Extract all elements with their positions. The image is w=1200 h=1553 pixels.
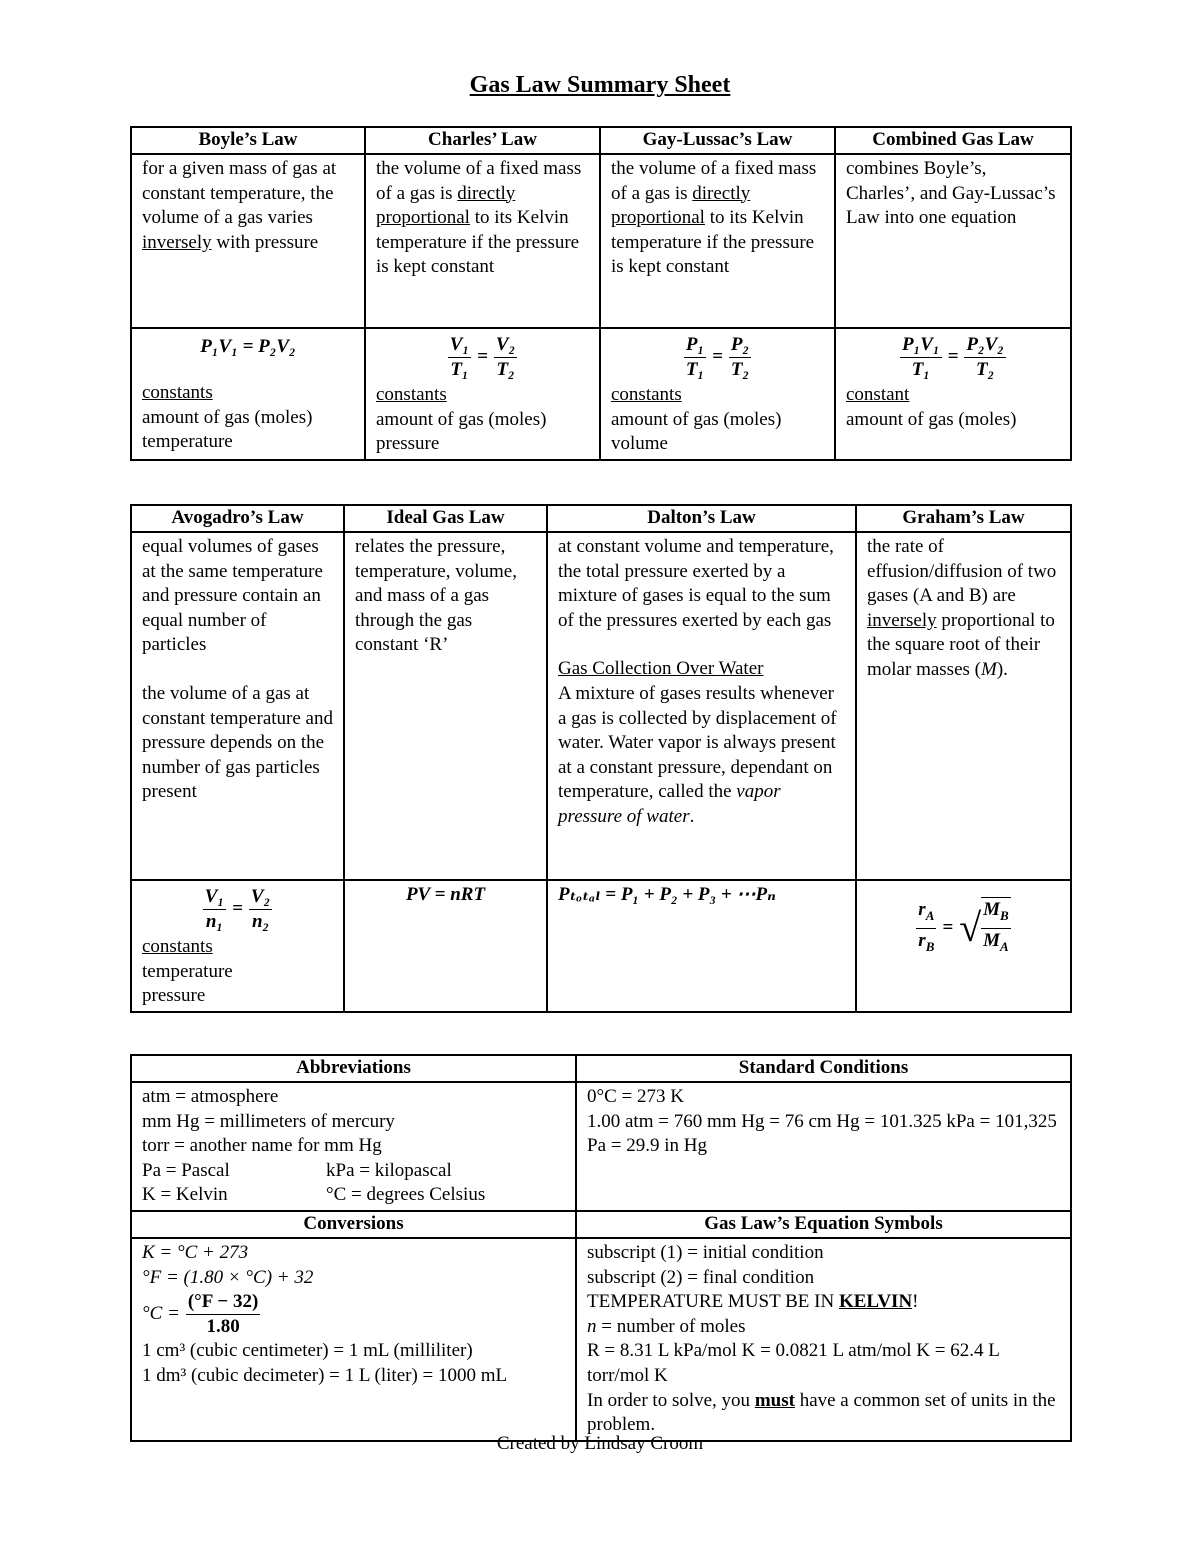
constant-item: temperature [142,431,233,453]
header-abbreviations: Abbreviations [131,1055,576,1082]
symbol-item: n = number of moles [587,1315,746,1337]
avogadro-description: equal volumes of gases at the same temperature and pressure contain an equal number of particles the volume of a gas at constant temperature and pressure depends on the number of gas particles present [131,532,344,880]
gay-lussac-description: the volume of a fixed mass of a gas is directly proportional to its Kelvin temperature if the pressure is kept constant [600,154,835,328]
constants-label: constants [611,384,682,405]
avogadro-equation-cell [131,880,344,1012]
constant-item: amount of gas (moles) [846,408,1017,430]
gas-laws-table-2 [130,504,1072,1013]
boyles-description: for a given mass of gas at constant temperature, the volume of a gas varies inversely with pressure [131,154,365,328]
gas-collection-title: Gas Collection Over Water [558,658,764,680]
combined-equation-cell [835,328,1071,460]
conversion-dm3: 1 dm³ (cubic decimeter) = 1 L (liter) = 1000 mL [142,1364,508,1386]
charles-description: the volume of a fixed mass of a gas is directly proportional to its Kelvin temperature if the pressure is kept constant [365,154,600,328]
dalton-description: at constant volume and temperature, the total pressure exerted by a mixture of gases is equal to the sum of the pressures exerted by each gas Gas Collection Over Water A mixture of gases results whenever a gas is collected by displacement of water. Water vapor is always present at a constant pressure, dependant on temperature, called the vapor pressure of water. [547,532,856,880]
abbreviation-item: °C = degrees Celsius [326,1184,486,1206]
abbreviation-item: mm Hg = millimeters of mercury [142,1110,395,1132]
symbol-item: subscript (2) = final condition [587,1266,815,1288]
header-gay-lussacs-law: Gay-Lussac’s Law [600,127,835,154]
equation-symbols-cell [576,1238,1071,1441]
header-standard-conditions: Standard Conditions [576,1055,1071,1082]
conversions-cell [131,1238,576,1441]
constant-item: volume [611,433,668,455]
symbol-item: subscript (1) = initial condition [587,1241,824,1263]
constant-item: pressure [142,985,206,1007]
header-charles-law: Charles’ Law [365,127,600,154]
constant-item: amount of gas (moles) [376,408,547,430]
header-ideal-gas-law: Ideal Gas Law [344,505,547,532]
avogadro-equation: $\frac{\text{V₁}}{\text{n₁}}$ = $\frac{\text{V₂}}{\text{n₂}}$ [204,885,271,932]
kelvin-warning: TEMPERATURE MUST BE IN KELVIN! [587,1291,919,1313]
constants-label: constants [142,936,213,957]
reference-table [130,1054,1072,1442]
header-avogadros-law: Avogadro’s Law [131,505,344,532]
constant-item: amount of gas (moles) [142,406,313,428]
solve-note: In order to solve, you must have a common set of units in the problem. [587,1389,1056,1436]
header-boyles-law: Boyle’s Law [131,127,365,154]
boyles-equation-cell [131,328,365,460]
constant-label: constant [846,384,910,405]
constant-item: temperature [142,960,233,982]
gay-lussac-equation: $\frac{\text{P₁}}{\text{T₁}}$ = $\frac{\text{P₂}}{\text{T₂}}$ [685,333,750,380]
header-equation-symbols: Gas Law’s Equation Symbols [576,1211,1071,1238]
abbreviations-cell [131,1082,576,1211]
abbreviation-item: kPa = kilopascal [326,1159,452,1181]
boyles-equation: P₁V₁ = P₂V₂ [200,336,296,357]
header-grahams-law: Graham’s Law [856,505,1071,532]
standard-condition-item: 1.00 atm = 760 mm Hg = 76 cm Hg = 101.325 kPa = 101,325 Pa = 29.9 in Hg [587,1110,1057,1157]
dalton-equation-cell [547,880,856,1012]
abbreviation-item: K = Kelvin [142,1184,228,1206]
charles-equation-cell [365,328,600,460]
gay-lussac-equation-cell [600,328,835,460]
footer-credit: Created by Lindsay Croom [496,1433,704,1454]
constants-label: constants [142,382,213,403]
gas-constant: R = 8.31 L kPa/mol K = 0.0821 L atm/mol K = 62.4 L torr/mol K [587,1340,1000,1386]
constant-item: pressure [376,433,440,455]
header-daltons-law: Dalton’s Law [547,505,856,532]
abbreviation-item: Pa = Pascal [142,1159,230,1181]
graham-description: the rate of effusion/diffusion of two gases (A and B) are inversely proportional to the square root of their molar masses (M). [856,532,1071,880]
combined-description: combines Boyle’s, Charles’, and Gay-Lussac’s Law into one equation [835,154,1071,328]
constants-label: constants [376,384,447,405]
abbreviation-item: torr = another name for mm Hg [142,1135,382,1157]
gas-laws-table-1 [130,126,1072,461]
constant-item: amount of gas (moles) [611,408,782,430]
header-combined-gas-law: Combined Gas Law [835,127,1071,154]
abbreviation-item: atm = atmosphere [142,1086,279,1107]
conversion-cm3: 1 cm³ (cubic centimeter) = 1 mL (milliliter) [142,1340,473,1362]
combined-equation: $\frac{\text{P₁V₁}}{\text{T₁}}$ = $\frac{\text{P₂V₂}}{\text{T₂}}$ [902,333,1004,380]
header-conversions: Conversions [131,1211,576,1238]
standard-conditions-cell [576,1082,1071,1211]
graham-equation-cell [856,880,1071,1012]
graham-equation: $\frac{r_A}{r_B}$ = √ $\frac{M_B}{M_A}$ [867,883,1060,973]
ideal-gas-equation: PV = nRT [405,884,486,905]
ideal-gas-description: relates the pressure, temperature, volume, and mass of a gas through the gas constant ‘R’ [344,532,547,880]
charles-equation: $\frac{\text{V₁}}{\text{T₁}}$ = $\frac{\text{V₂}}{\text{T₂}}$ [449,333,516,380]
standard-condition-item: 0°C = 273 K [587,1086,684,1107]
page-title: Gas Law Summary Sheet [469,72,731,98]
dalton-equation: Pₜₒₜₐₗ = P₁ + P₂ + P₃ + ⋯Pₙ [558,884,776,905]
conversion-fahrenheit: °F = (1.80 × °C) + 32 [142,1266,314,1288]
conversion-kelvin: K = °C + 273 [142,1241,249,1263]
conversion-celsius: °C = $\frac{(^\circ F - 32)}{1.80}$ [142,1291,259,1338]
ideal-gas-equation-cell [344,880,547,1012]
